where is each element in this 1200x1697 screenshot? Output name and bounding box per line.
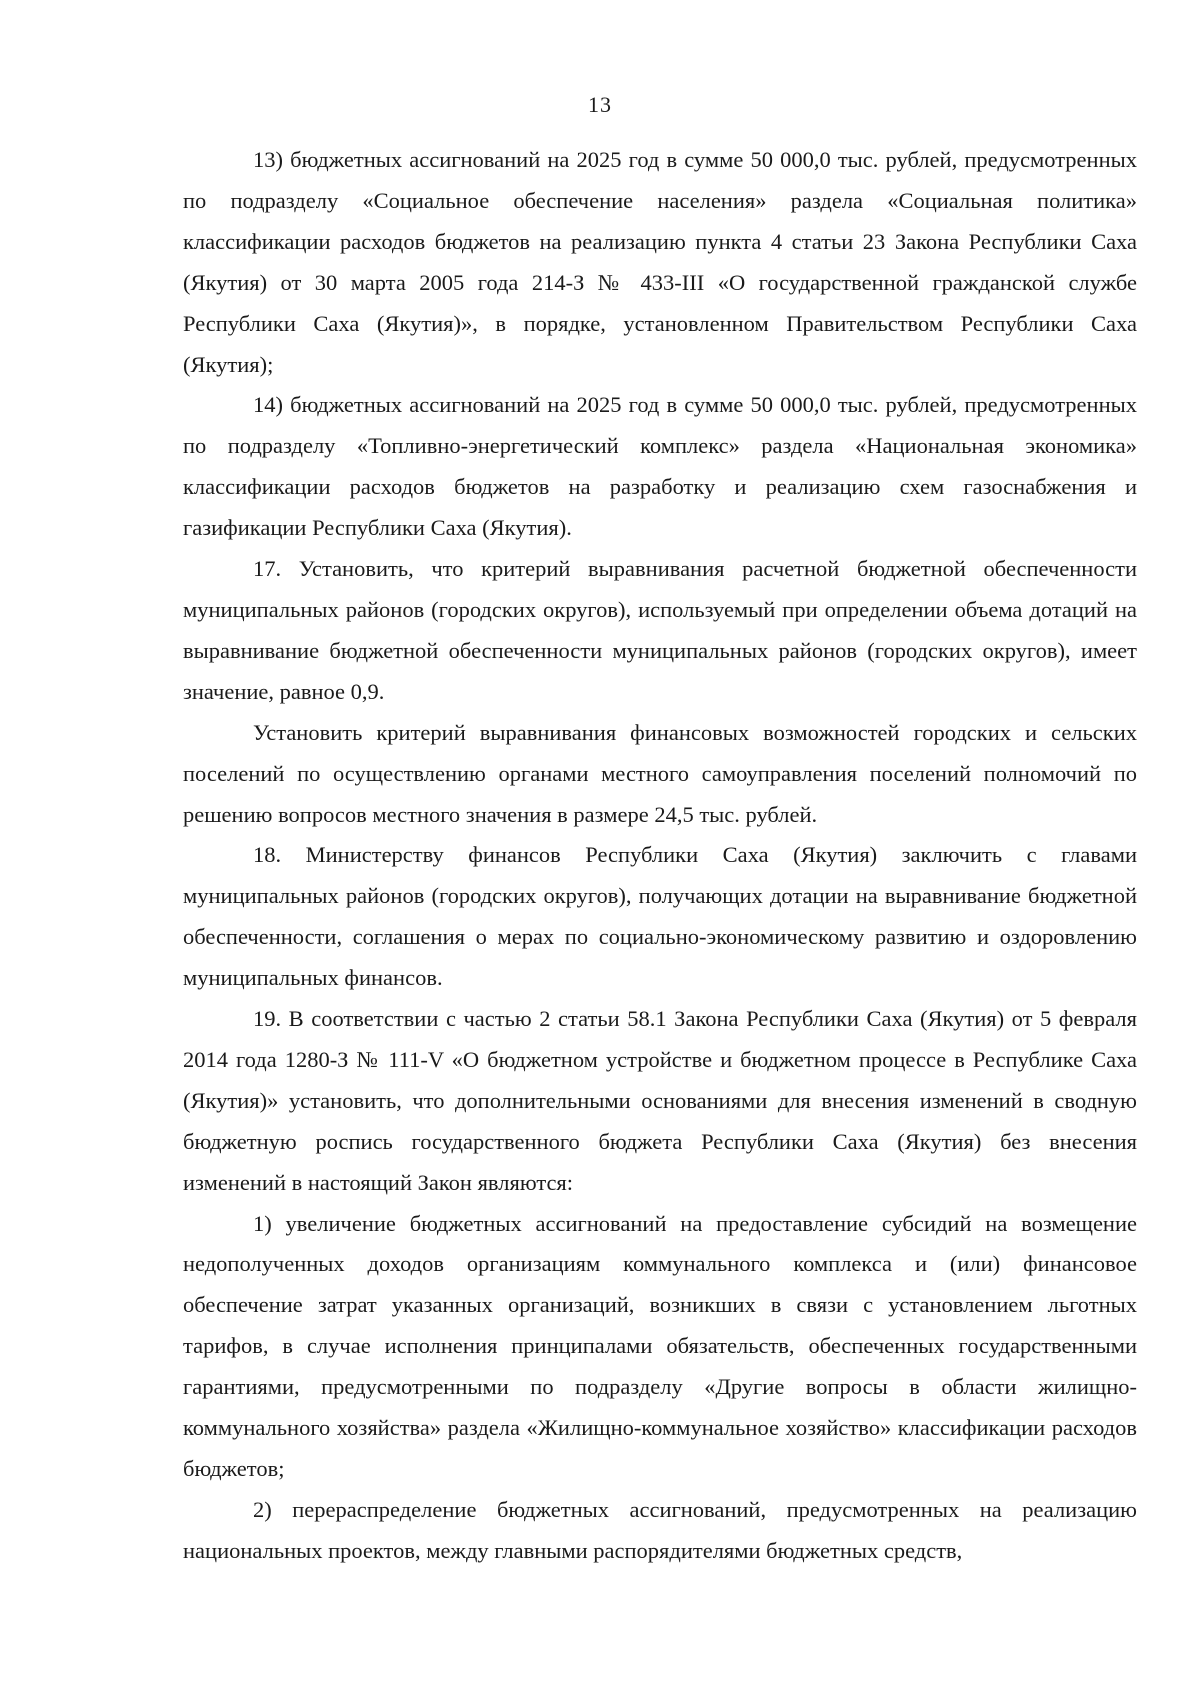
document-body — [183, 140, 1137, 1572]
paragraph-article-17-part-2: Установить критерий выравнивания финансовых возможностей городских и сельских поселений по осуществлению органами местного самоуправления поселений полномочий по решению вопросов местного значения в размере 24,5 тыс. рублей. — [183, 719, 1137, 827]
paragraph-article-17: 17. Установить, что критерий выравнивания расчетной бюджетной обеспеченности муниципальных районов (городских округов), используемый при определении объема дотаций на выравнивание бюджетной обеспеченности муниципальных районов (городских округов), имеет значение, равное 0,9. — [183, 556, 1137, 704]
paragraph-article-19-item-1: 1) увеличение бюджетных ассигнований на предоставление субсидий на возмещение недополученных доходов организациям коммунального комплекса и (или) финансовое обеспечение затрат указанных организаций, возникших в связи с установлением льготных тарифов, в случае исполнения принципалами обязательств, обеспеченных государственными гарантиями, предусмотренными по подразделу «Другие вопросы в области жилищно-коммунального хозяйства» раздела «Жилищно-коммунальное хозяйство» классификации расходов бюджетов; — [183, 1210, 1137, 1481]
paragraph-item-13: 13) бюджетных ассигнований на 2025 год в сумме 50 000,0 тыс. рублей, предусмотренных по подразделу «Социальное обеспечение населения» раздела «Социальная политика» классификации расходов бюджетов на реализацию пункта 4 статьи 23 Закона Республики Саха (Якутия) от 30 марта 2005 года 214-З № 433-III «О государственной гражданской службе Республики Саха (Якутия)», в порядке, установленном Правительством Республики Саха (Якутия); — [183, 147, 1137, 377]
paragraph-article-19-item-2: 2) перераспределение бюджетных ассигнований, предусмотренных на реализацию национальных проектов, между главными распорядителями бюджетных средств, — [183, 1496, 1137, 1563]
paragraph-item-14: 14) бюджетных ассигнований на 2025 год в сумме 50 000,0 тыс. рублей, предусмотренных по подразделу «Топливно-энергетический комплекс» раздела «Национальная экономика» классификации расходов бюджетов на разработку и реализацию схем газоснабжения и газификации Республики Саха (Якутия). — [183, 392, 1137, 541]
page-number: 13 — [588, 92, 612, 117]
paragraph-article-19: 19. В соответствии с частью 2 статьи 58.1 Закона Республики Саха (Якутия) от 5 февраля 2014 года 1280-З № 111-V «О бюджетном устройстве и бюджетном процессе в Республике Саха (Якутия)» установить, что дополнительными основаниями для внесения изменений в сводную бюджетную роспись государственного бюджета Республики Саха (Якутия) без внесения изменений в настоящий Закон являются: — [183, 1006, 1137, 1195]
paragraph-article-18: 18. Министерству финансов Республики Саха (Якутия) заключить с главами муниципальных районов (городских округов), получающих дотации на выравнивание бюджетной обеспеченности, соглашения о мерах по социально-экономическому развитию и оздоровлению муниципальных финансов. — [183, 842, 1137, 991]
